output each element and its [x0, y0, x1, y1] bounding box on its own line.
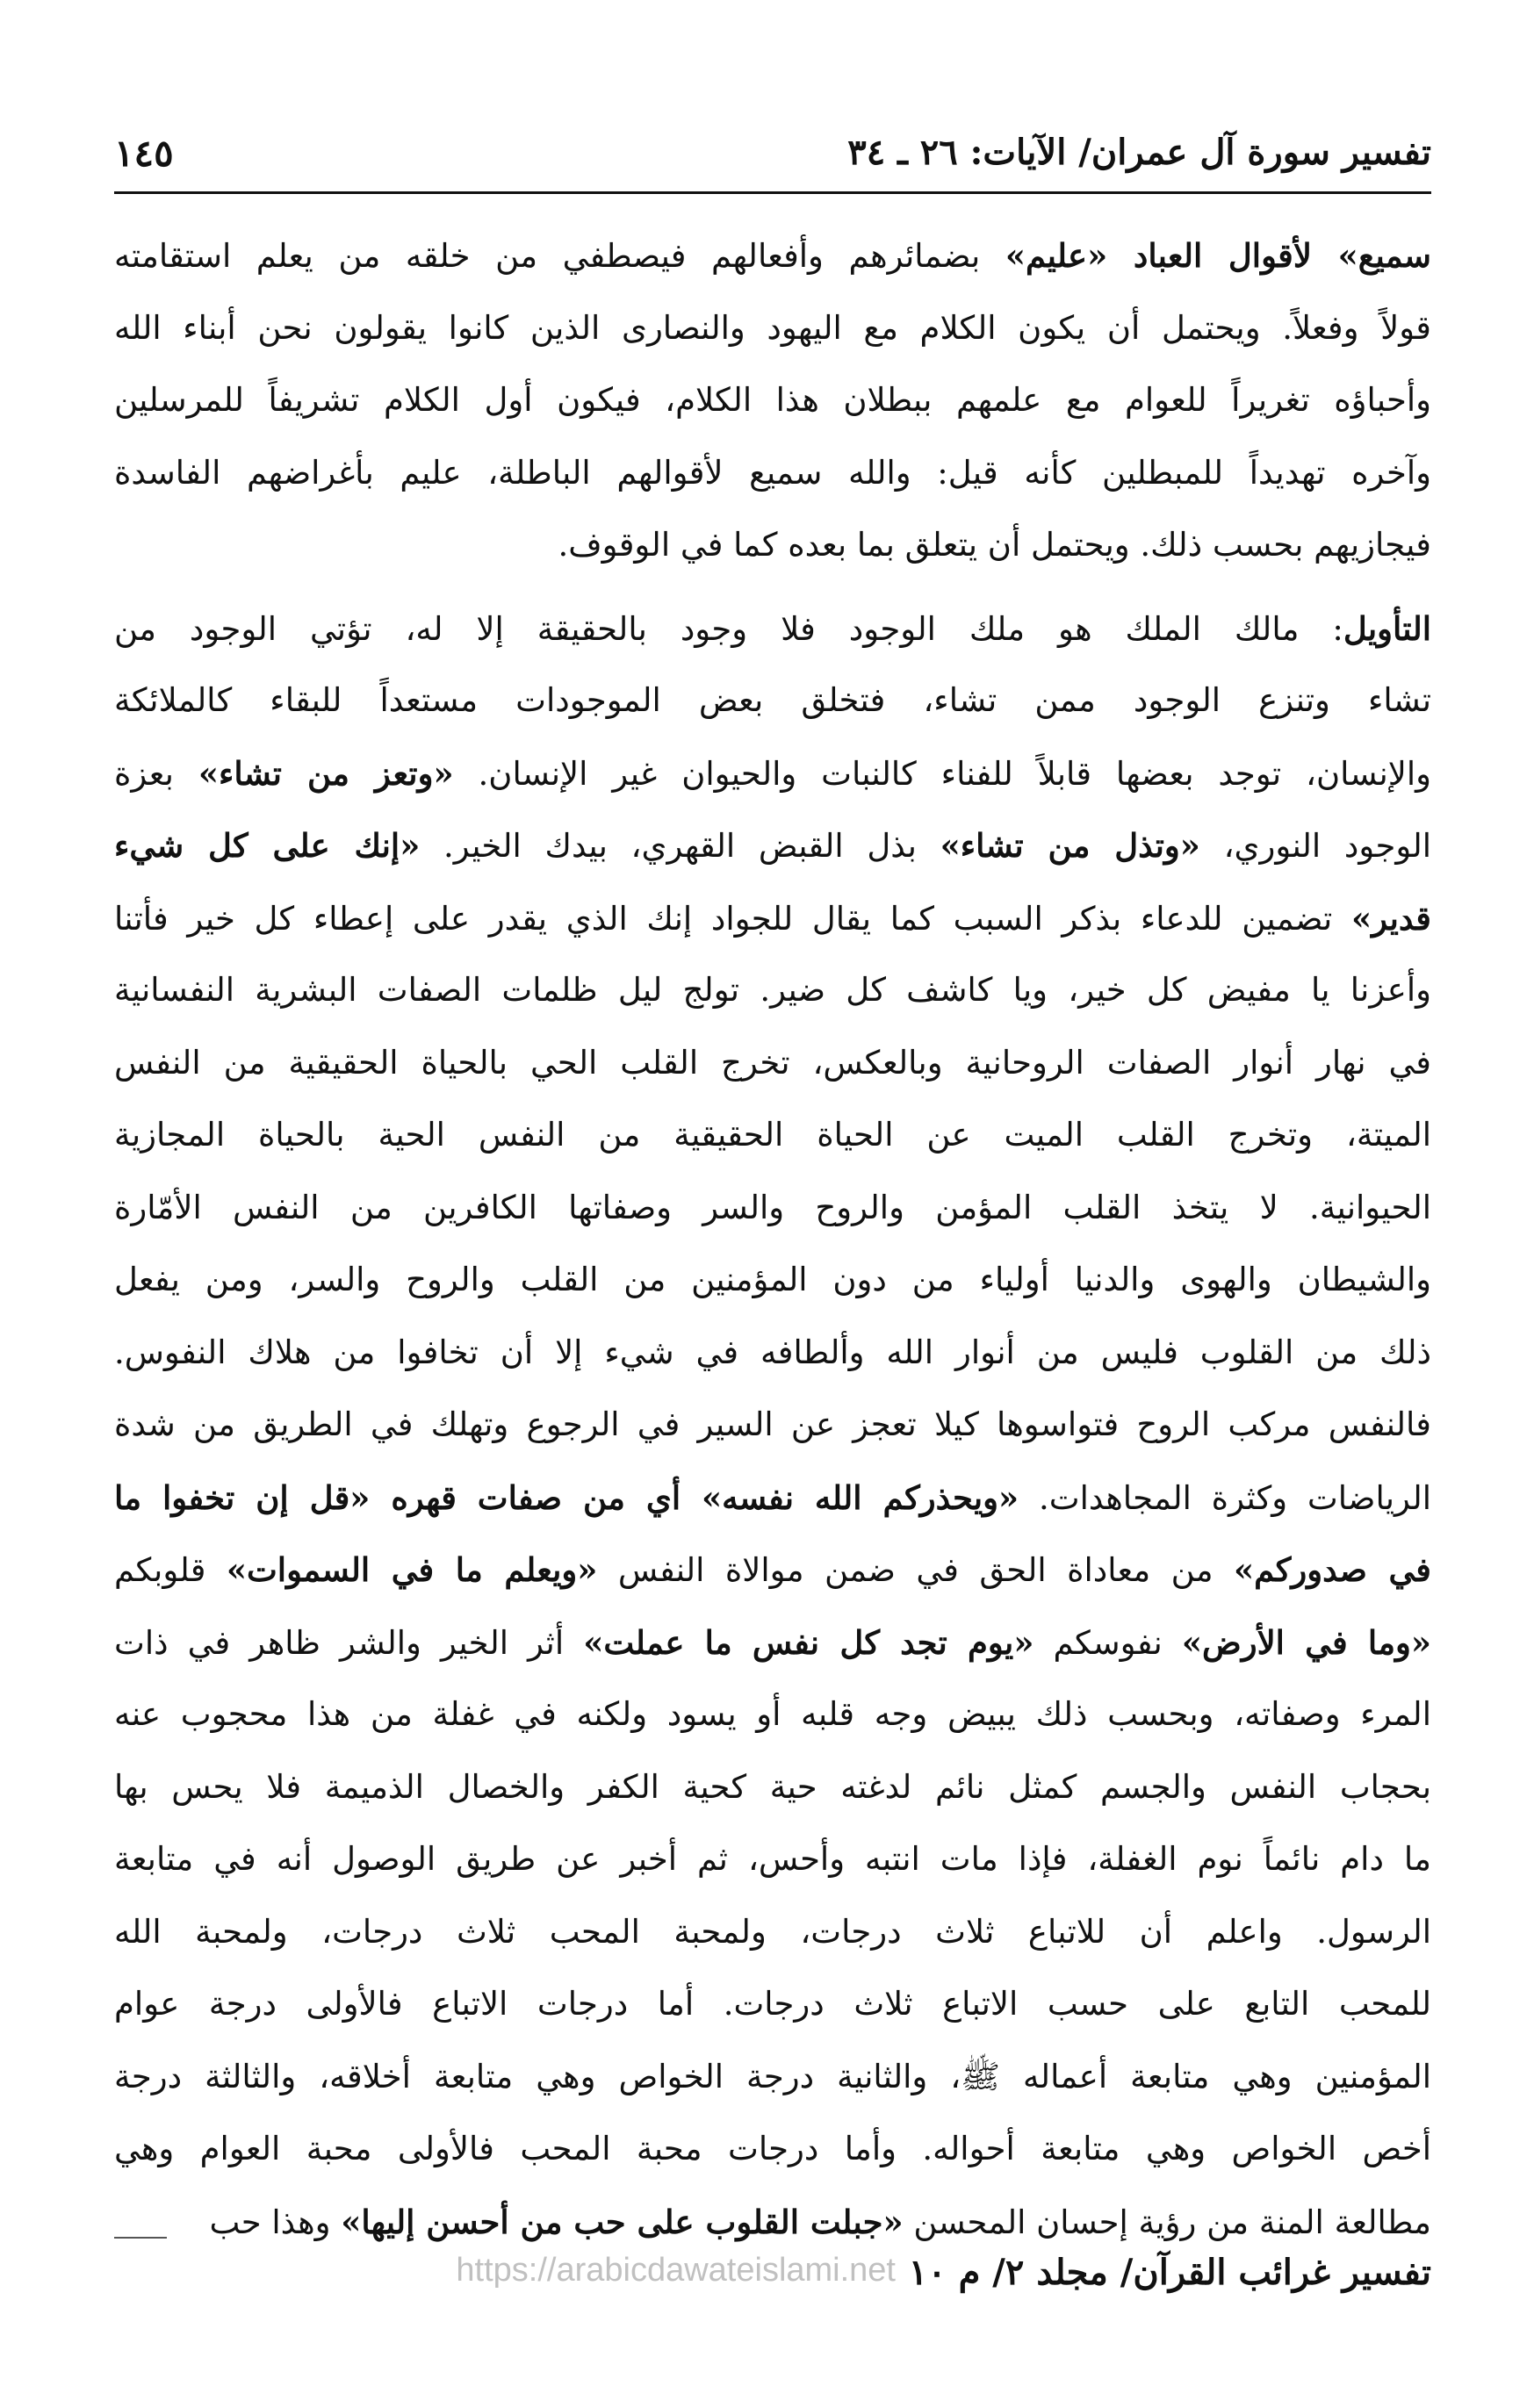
text-line	[114, 1823, 1431, 1896]
text-run: فالنفس مركب الروح فتواسوها كيلا تعجز عن السير في الرجوع وتهلك في الطريق من شدة	[114, 1405, 1431, 1443]
text-line	[114, 509, 1431, 582]
running-title: تفسير سورة آل عمران/ الآيات: ٢٦ ـ ٣٤	[847, 132, 1431, 173]
emphasized-text: قدير»	[1351, 898, 1431, 938]
emphasized-text: «وما في الأرض»	[1181, 1622, 1431, 1662]
body-text	[114, 219, 1431, 2258]
text-line	[114, 1244, 1431, 1317]
text-line	[114, 2041, 1431, 2114]
text-run: فيجازيهم بحسب ذلك. ويحتمل أن يتعلق بما بعده كما في الوقوف.	[558, 526, 1431, 564]
text-run: بحجاب النفس والجسم كمثل نائم لدغته حية كحية الكفر والخصال الذميمة فلا يحس بها	[114, 1767, 1431, 1806]
text-line	[114, 1968, 1431, 2041]
text-line	[114, 954, 1431, 1027]
text-line	[114, 1317, 1431, 1390]
text-line	[114, 1896, 1431, 1969]
text-run: : مالك الملك هو ملك الوجود فلا وجود بالحقيقة إلا له، تؤتي الوجود من	[114, 609, 1343, 648]
emphasized-text: سميع» لأقوال العباد	[1107, 236, 1431, 275]
text-run: قولاً وفعلاً. ويحتمل أن يكون الكلام مع اليهود والنصارى الذين كانوا يقولون نحن أبناء الله	[114, 308, 1431, 347]
text-run: المرء وصفاته، وبحسب ذلك يبيض وجه قلبه أو يسود ولكنه في غفلة من هذا محجوب عنه	[114, 1695, 1431, 1733]
watermark-url: https://arabicdawateislami.net	[456, 2252, 896, 2289]
text-run: والشيطان والهوى والدنيا أولياء من دون المؤمنين من القلب والروح والسر، ومن يفعل	[114, 1261, 1431, 1298]
text-line	[114, 1751, 1431, 1824]
text-line	[114, 737, 1431, 810]
text-run: الميتة، وتخرج القلب الميت عن الحياة الحقيقية من النفس الحية بالحياة المجازية	[114, 1116, 1431, 1154]
text-run: المؤمنين وهي متابعة أعماله ﷺ، والثانية درجة الخواص وهي متابعة أخلاقه، والثالثة درجة	[114, 2057, 1431, 2095]
text-line	[114, 882, 1431, 955]
text-line	[114, 2113, 1431, 2186]
text-run: من معاداة الحق في ضمن موالاة النفس	[597, 1551, 1234, 1589]
emphasized-text: «ويعلم ما في السموات»	[226, 1550, 598, 1589]
text-line	[114, 665, 1431, 737]
emphasized-text: «عليم»	[1005, 236, 1108, 275]
text-line	[114, 1462, 1431, 1535]
source-note: تفسير غرائب القرآن/ مجلد ٢/ م ١٠	[908, 2252, 1431, 2293]
text-run: قلوبكم	[114, 1551, 227, 1589]
text-line	[114, 364, 1431, 437]
text-run: في نهار أنوار الصفات الروحانية وبالعكس، تخرج القلب الحي بالحياة الحقيقية من النفس	[114, 1043, 1431, 1082]
header-divider	[114, 191, 1431, 194]
text-run: الحيوانية. لا يتخذ القلب المؤمن والروح والسر وصفاتها الكافرين من النفس الأمّارة	[114, 1188, 1431, 1226]
text-line	[114, 2186, 1431, 2259]
text-run: بضمائرهم وأفعالهم فيصطفي من خلقه من يعلم استقامته	[114, 237, 1005, 275]
text-run: الرسول. واعلم أن للاتباع ثلاث درجات، ولمحبة المحب ثلاث درجات، ولمحبة الله	[114, 1912, 1431, 1951]
text-run: وآخره تهديداً للمبطلين كأنه قيل: والله سميع لأقوالهم الباطلة، عليم بأغراضهم الفاسدة	[114, 453, 1431, 492]
emphasized-text: «يوم تجد كل نفس ما عملت»	[583, 1622, 1034, 1662]
text-line	[114, 219, 1431, 292]
paragraph	[114, 593, 1431, 2259]
emphasized-text: التأويل	[1343, 608, 1431, 648]
page-footer	[114, 2252, 1431, 2313]
text-run: والإنسان، توجد بعضها قابلاً للفناء كالنبات والحيوان غير الإنسان.	[453, 754, 1431, 793]
text-run: وأحباؤه تغريراً للعوام مع علمهم ببطلان هذا الكلام، فيكون أول الكلام تشريفاً للمرسلين	[114, 381, 1431, 419]
page-number: ١٤٥	[114, 132, 174, 175]
paragraph	[114, 219, 1431, 582]
emphasized-text: «وتذل من تشاء»	[940, 826, 1200, 865]
text-line	[114, 593, 1431, 665]
emphasized-text: «إنك على كل شيء	[114, 826, 421, 865]
text-line	[114, 809, 1431, 882]
emphasized-text: في صدوركم»	[1233, 1550, 1431, 1589]
text-run: تشاء وتنزع الوجود ممن تشاء، فتخلق بعض الموجودات مستعداً للبقاء كالملائكة	[114, 681, 1431, 719]
text-line	[114, 1678, 1431, 1751]
emphasized-text: «قل إن تخفوا ما	[114, 1477, 371, 1517]
text-line	[114, 437, 1431, 510]
text-run: مطالعة المنة من رؤية إحسان المحسن	[903, 2203, 1431, 2241]
footer-divider	[114, 2237, 167, 2239]
text-run: بعزة	[114, 754, 198, 793]
text-line	[114, 1172, 1431, 1245]
text-run: ذلك من القلوب فليس من أنوار الله وألطافه في شيء إلا أن تخافوا من هلاك النفوس.	[114, 1333, 1431, 1371]
text-line	[114, 1607, 1431, 1679]
text-run: تضمين للدعاء بذكر السبب كما يقال للجواد إنك الذي يقدر على إعطاء كل خير فأتنا	[114, 899, 1352, 938]
text-line	[114, 1389, 1431, 1462]
text-run: بذل القبض القهري، بيدك الخير.	[420, 827, 940, 865]
text-run: للمحب التابع على حسب الاتباع ثلاث درجات. أما درجات الاتباع فالأولى درجة عوام	[114, 1985, 1431, 2023]
text-line	[114, 1099, 1431, 1172]
emphasized-text: أي من صفات قهره	[370, 1477, 702, 1517]
page-header	[114, 132, 1431, 193]
text-line	[114, 1027, 1431, 1100]
text-run: الرياضات وكثرة المجاهدات.	[1019, 1478, 1431, 1517]
text-line	[114, 1534, 1431, 1607]
text-run: أخص الخواص وهي متابعة أحواله. وأما درجات محبة المحب فالأولى محبة العوام وهي	[114, 2130, 1431, 2167]
text-run: أثر الخير والشر ظاهر في ذات	[114, 1623, 584, 1662]
emphasized-text: «ويحذركم الله نفسه»	[702, 1477, 1019, 1517]
text-run: وهذا حب	[209, 2203, 342, 2241]
text-line	[114, 292, 1431, 365]
text-run: ما دام نائماً نوم الغفلة، فإذا مات انتبه وأحس، ثم أخبر عن طريق الوصول أنه في متابعة	[114, 1840, 1431, 1878]
text-run: الوجود النوري،	[1199, 827, 1431, 865]
text-run: وأعزنا يا مفيض كل خير، ويا كاشف كل ضير. تولج ليل ظلمات الصفات البشرية النفسانية	[114, 971, 1431, 1009]
emphasized-text: «وتعز من تشاء»	[198, 753, 454, 793]
emphasized-text: «جبلت القلوب على حب من أحسن إليها»	[341, 2202, 904, 2241]
text-run: نفوسكم	[1033, 1623, 1182, 1662]
